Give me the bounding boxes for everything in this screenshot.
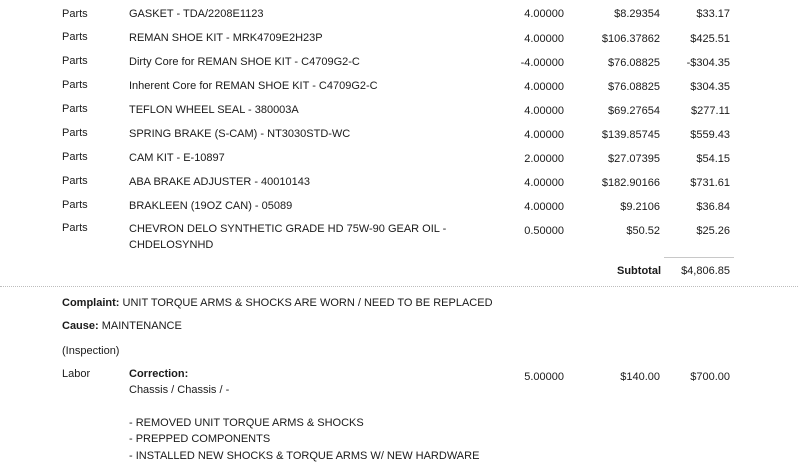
line-quantity: 2.00000 xyxy=(524,153,564,165)
line-unit-price: $27.07395 xyxy=(608,153,660,165)
line-type: Parts xyxy=(62,79,88,91)
cause-line xyxy=(62,320,182,332)
line-type: Parts xyxy=(62,175,88,187)
line-type: Parts xyxy=(62,127,88,139)
line-type: Parts xyxy=(62,31,88,43)
line-quantity: 4.00000 xyxy=(524,201,564,213)
line-quantity: 4.00000 xyxy=(524,129,564,141)
complaint-line xyxy=(62,297,493,309)
cause-text: MAINTENANCE xyxy=(101,320,182,332)
subtotal-label: Subtotal xyxy=(617,265,661,277)
line-description: ABA BRAKE ADJUSTER - 40010143 xyxy=(129,176,310,188)
line-quantity: 4.00000 xyxy=(524,177,564,189)
line-type: Labor xyxy=(62,368,91,380)
inspection-label: (Inspection) xyxy=(62,345,120,357)
line-amount: $731.61 xyxy=(690,177,730,189)
line-amount: $304.35 xyxy=(690,81,730,93)
line-unit-price: $140.00 xyxy=(620,371,660,383)
line-amount: $33.17 xyxy=(696,8,730,20)
line-quantity: 4.00000 xyxy=(524,33,564,45)
line-quantity: 4.00000 xyxy=(524,105,564,117)
complaint-label: Complaint: xyxy=(62,297,120,309)
line-amount: $277.11 xyxy=(691,105,730,117)
line-quantity: 4.00000 xyxy=(524,8,564,20)
line-description: BRAKLEEN (19OZ CAN) - 05089 xyxy=(129,200,293,212)
correction-label: Correction: xyxy=(129,368,189,380)
line-description: Dirty Core for REMAN SHOE KIT - C4709G2-C xyxy=(129,56,360,68)
line-description: CHEVRON DELO SYNTHETIC GRADE HD 75W-90 GEAR OIL - xyxy=(129,223,447,235)
line-type: Parts xyxy=(62,151,88,163)
correction-step: - PREPPED COMPONENTS xyxy=(129,433,271,445)
subtotal-value: $4,806.85 xyxy=(681,265,730,277)
line-amount: $559.43 xyxy=(690,129,730,141)
line-unit-price: $50.52 xyxy=(626,225,660,237)
line-unit-price: $106.37862 xyxy=(601,33,660,45)
line-type: Parts xyxy=(62,8,88,20)
line-unit-price: $9.2106 xyxy=(620,201,660,213)
line-description: CAM KIT - E-10897 xyxy=(129,152,225,164)
line-quantity: 0.50000 xyxy=(524,225,564,237)
line-type: Parts xyxy=(62,222,88,234)
line-unit-price: $76.08825 xyxy=(608,81,660,93)
line-amount: $36.84 xyxy=(696,201,730,213)
line-quantity: 4.00000 xyxy=(524,81,564,93)
line-quantity: -4.00000 xyxy=(520,57,564,69)
subtotal-rule xyxy=(664,257,734,258)
correction-step: - REMOVED UNIT TORQUE ARMS & SHOCKS xyxy=(129,417,364,429)
line-amount: $425.51 xyxy=(690,33,730,45)
line-type: Parts xyxy=(62,199,88,211)
line-unit-price: $8.29354 xyxy=(614,8,660,20)
correction-step: - INSTALLED NEW SHOCKS & TORQUE ARMS W/ NEW HARDWARE xyxy=(129,450,480,462)
line-quantity: 5.00000 xyxy=(524,371,564,383)
line-description: SPRING BRAKE (S-CAM) - NT3030STD-WC xyxy=(129,128,351,140)
complaint-text: UNIT TORQUE ARMS & SHOCKS ARE WORN / NEED TO BE REPLACED xyxy=(122,297,493,309)
line-description: TEFLON WHEEL SEAL - 380003A xyxy=(129,104,299,116)
line-unit-price: $69.27654 xyxy=(608,105,660,117)
line-description: GASKET - TDA/2208E1123 xyxy=(129,8,264,20)
line-amount: $54.15 xyxy=(696,153,730,165)
line-description: Inherent Core for REMAN SHOE KIT - C4709G2-C xyxy=(129,80,378,92)
line-description-continued: CHDELOSYNHD xyxy=(129,239,214,251)
cause-label: Cause: xyxy=(62,320,99,332)
line-unit-price: $76.08825 xyxy=(608,57,660,69)
line-type: Parts xyxy=(62,103,88,115)
line-amount: -$304.35 xyxy=(686,57,730,69)
line-amount: $25.26 xyxy=(696,225,730,237)
line-description: REMAN SHOE KIT - MRK4709E2H23P xyxy=(129,32,323,44)
line-amount: $700.00 xyxy=(690,371,730,383)
section-divider xyxy=(0,286,798,287)
labor-location: Chassis / Chassis / - xyxy=(129,384,230,396)
line-type: Parts xyxy=(62,55,88,67)
line-unit-price: $139.85745 xyxy=(601,129,660,141)
line-unit-price: $182.90166 xyxy=(601,177,660,189)
